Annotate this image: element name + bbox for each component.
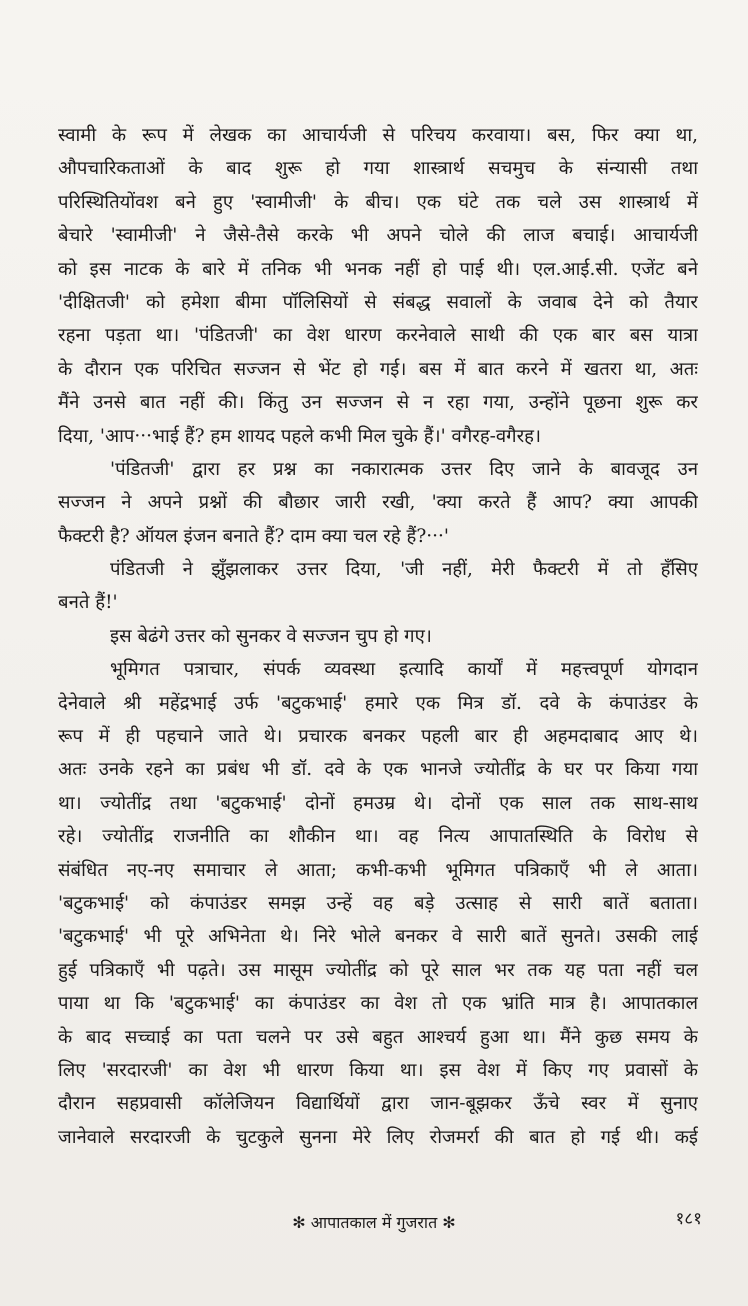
text-line: 'दीक्षितजी' को हमेशा बीमा पॉलिसियों से संबद्ध सवालों के जवाब देने को तैयार xyxy=(58,291,698,313)
text-line: 'बटुकभाई' भी पूरे अभिनेता थे। निरे भोले बनकर वे सारी बातें सुनते। उसकी लाई xyxy=(58,926,698,948)
running-footer-title: ✻ आपातकाल में गुजरात ✻ xyxy=(292,1213,456,1232)
paragraph-start-line: भूमिगत पत्राचार, संपर्क व्यवस्था इत्यादि कार्यों में महत्त्वपूर्ण योगदान xyxy=(110,659,698,681)
text-line: अतः उनके रहने का प्रबंध भी डॉ. दवे के एक भानजे ज्योतींद्र के घर पर किया गया xyxy=(58,759,698,781)
text-line: सज्जन ने अपने प्रश्नों की बौछार जारी रखी, 'क्या करते हैं आप? क्या आपकी xyxy=(58,492,698,514)
paragraph-end-line: बनते हैं!' xyxy=(58,592,118,614)
paragraph-start-line: इस बेढंगे उत्तर को सुनकर वे सज्जन चुप हो गए। xyxy=(110,625,432,647)
text-line: औपचारिकताओं के बाद शुरू हो गया शास्त्रार्थ सचमुच के संन्यासी तथा xyxy=(58,158,698,180)
paragraph-end-line: फैक्टरी है? ऑयल इंजन बनाते हैं? दाम क्या चल रहे हैं?···' xyxy=(58,525,450,547)
body-text xyxy=(58,119,698,1154)
text-line: था। ज्योतींद्र तथा 'बटुकभाई' दोनों हमउम्र थे। दोनों एक साल तक साथ-साथ xyxy=(58,792,698,814)
paragraph-start-line: पंडितजी ने झुँझलाकर उत्तर दिया, 'जी नहीं, मेरी फैक्टरी में तो हँसिए xyxy=(110,559,698,581)
text-line: के बाद सच्चाई का पता चलने पर उसे बहुत आश्चर्य हुआ था। मैंने कुछ समय के xyxy=(58,1026,698,1048)
paragraph-start-line: 'पंडितजी' द्वारा हर प्रश्न का नकारात्मक उत्तर दिए जाने के बावजूद उन xyxy=(110,458,698,480)
text-line: मैंने उनसे बात नहीं की। किंतु उन सज्जन से न रहा गया, उन्होंने पूछना शुरू कर xyxy=(58,392,698,414)
text-line: को इस नाटक के बारे में तनिक भी भनक नहीं हो पाई थी। एल.आई.सी. एजेंट बने xyxy=(58,258,698,280)
text-line: बेचारे 'स्वामीजी' ने जैसे-तैसे करके भी अपने चोले की लाज बचाई। आचार्यजी xyxy=(58,225,698,247)
text-line: जानेवाले सरदारजी के चुटकुले सुनना मेरे लिए रोजमर्रा की बात हो गई थी। कई xyxy=(58,1126,698,1148)
text-line: लिए 'सरदारजी' का वेश भी धारण किया था। इस वेश में किए गए प्रवासों के xyxy=(58,1059,698,1081)
text-line: दौरान सहप्रवासी कॉलेजियन विद्यार्थियों द्वारा जान-बूझकर ऊँचे स्वर में सुनाए xyxy=(58,1093,698,1115)
text-line: रहना पड़ता था। 'पंडितजी' का वेश धारण करनेवाले साथी की एक बार बस यात्रा xyxy=(58,325,698,347)
text-line: पाया था कि 'बटुकभाई' का कंपाउंडर का वेश तो एक भ्रांति मात्र है। आपातकाल xyxy=(58,993,698,1015)
text-line: संबंधित नए-नए समाचार ले आता; कभी-कभी भूमिगत पत्रिकाएँ भी ले आता। xyxy=(58,859,698,881)
paragraph-end-line: दिया, 'आप···भाई हैं? हम शायद पहले कभी मिल चुके हैं।' वगैरह-वगैरह। xyxy=(58,425,542,447)
page-number: १८१ xyxy=(675,1209,702,1229)
text-line: स्वामी के रूप में लेखक का आचार्यजी से परिचय करवाया। बस, फिर क्या था, xyxy=(58,125,698,146)
text-line: रूप में ही पहचाने जाते थे। प्रचारक बनकर पहली बार ही अहमदाबाद आए थे। xyxy=(58,726,698,748)
text-line: परिस्थितियोंवश बने हुए 'स्वामीजी' के बीच। एक घंटे तक चले उस शास्त्रार्थ में xyxy=(58,191,698,213)
text-line: 'बटुकभाई' को कंपाउंडर समझ उन्हें वह बड़े उत्साह से सारी बातें बताता। xyxy=(58,892,698,914)
text-line: हुई पत्रिकाएँ भी पढ़ते। उस मासूम ज्योतींद्र को पूरे साल भर तक यह पता नहीं चल xyxy=(58,959,698,981)
text-line: के दौरान एक परिचित सज्जन से भेंट हो गई। बस में बात करने में खतरा था, अतः xyxy=(58,358,698,380)
text-line: रहे। ज्योतींद्र राजनीति का शौकीन था। वह नित्य आपातस्थिति के विरोध से xyxy=(58,826,698,848)
text-line: देनेवाले श्री महेंद्रभाई उर्फ 'बटुकभाई' हमारे एक मित्र डॉ. दवे के कंपाउंडर के xyxy=(58,692,698,714)
